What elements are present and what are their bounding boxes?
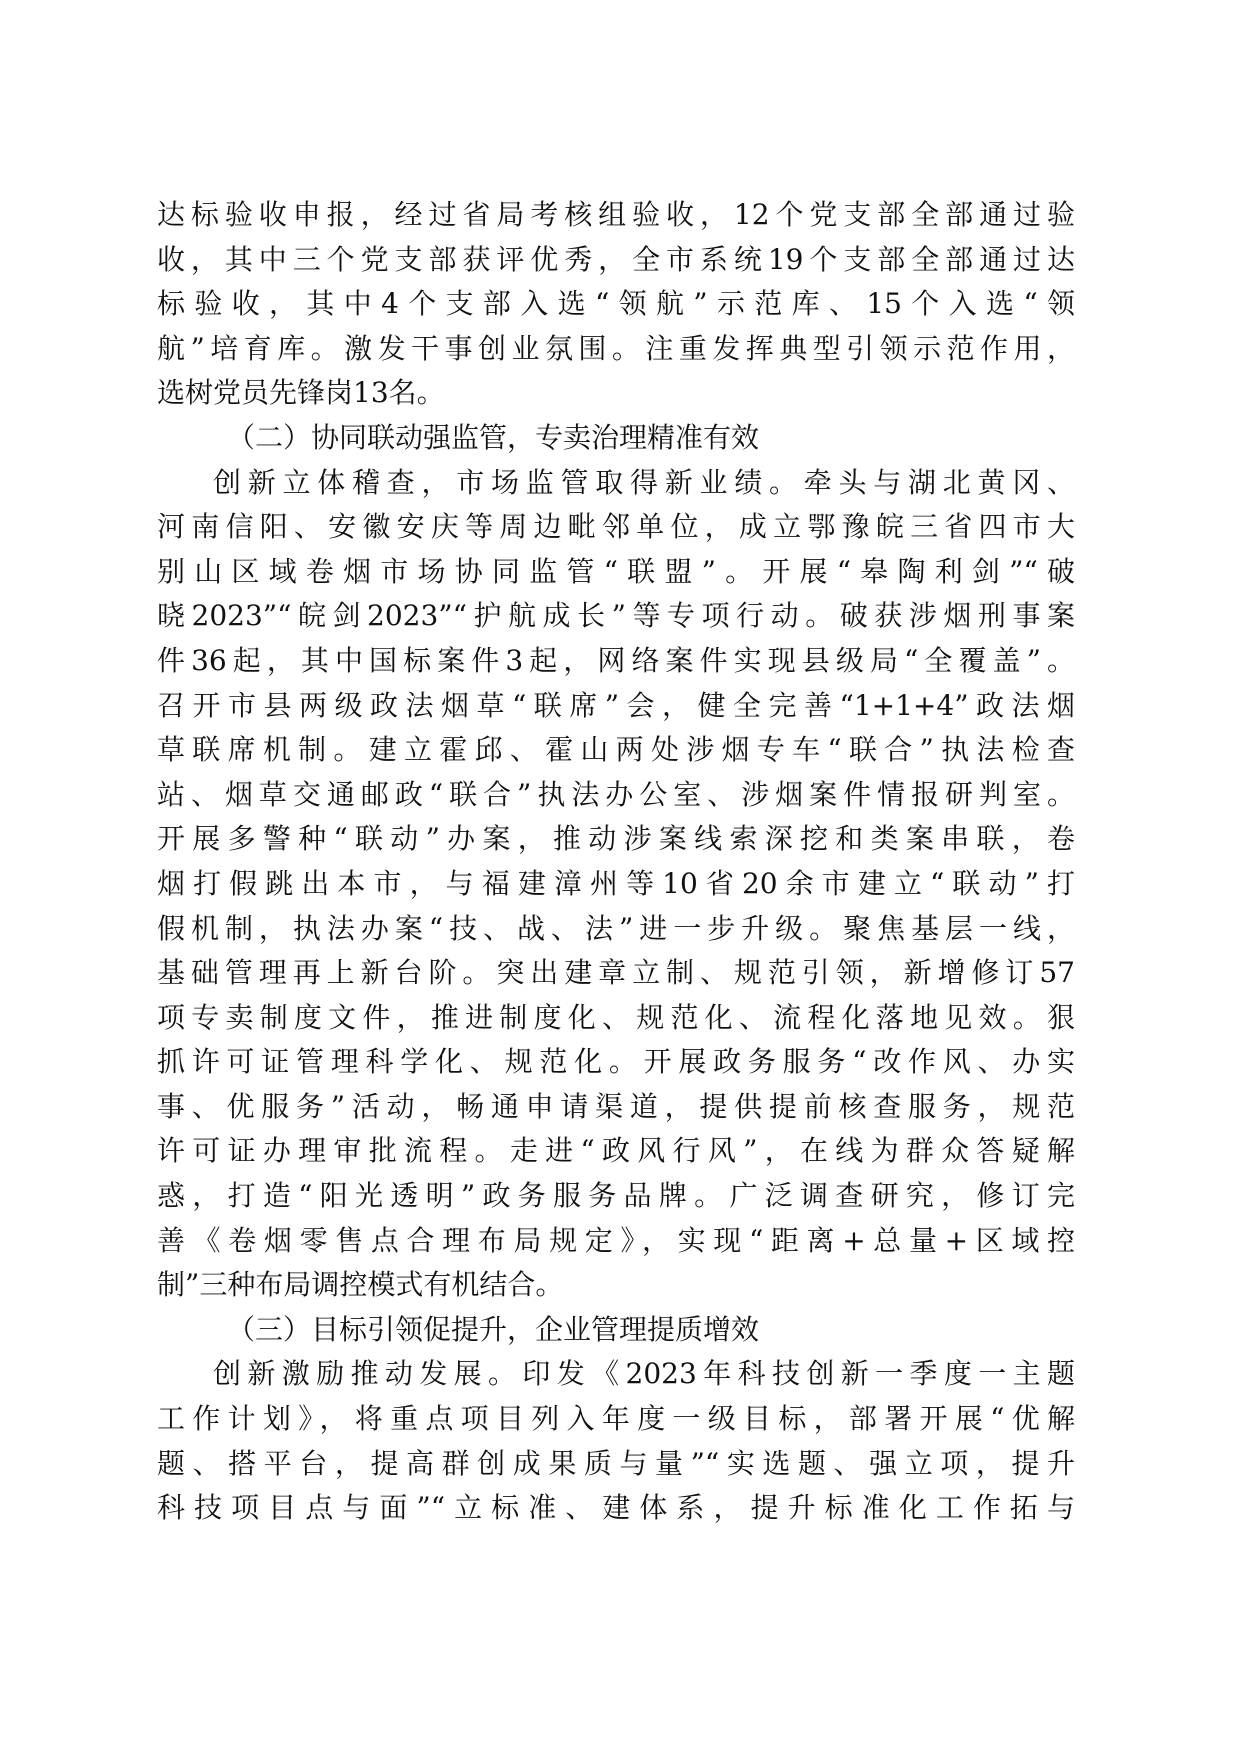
paragraph-continuation xyxy=(157,193,1075,416)
text-line: 项专卖制度文件，推进制度化、规范化、流程化落地见效。狠 xyxy=(157,1000,1075,1034)
text-line: 惑，打造“阳光透明”政务服务品牌。广泛调查研究，修订完 xyxy=(157,1179,1075,1213)
text-line: 标验收，其中4个支部入选“领航”示范库、15个入选“领 xyxy=(157,287,1075,321)
text-line: 别山区域卷烟市场协同监管“联盟”。开展“皋陶利剑”“破 xyxy=(157,554,1075,588)
text-line: 事、优服务”活动，畅通申请渠道，提供提前核查服务，规范 xyxy=(157,1089,1075,1123)
text-line: 晓2023”“皖剑2023”“护航成长”等专项行动。破获涉烟刑事案 xyxy=(157,599,1075,633)
document-body xyxy=(157,193,1075,1531)
text-line: 站、烟草交通邮政“联合”执法办公室、涉烟案件情报研判室。 xyxy=(157,777,1075,811)
text-line: 达标验收申报，经过省局考核组验收，12个党支部全部通过验 xyxy=(157,198,1075,231)
text-line: 召开市县两级政法烟草“联席”会，健全完善“1+1+4”政法烟 xyxy=(157,688,1075,722)
paragraph-market-supervision xyxy=(157,461,1075,1308)
text-line: 创新立体稽查，市场监管取得新业绩。牵头与湖北黄冈、 xyxy=(213,465,1075,499)
text-line: 烟打假跳出本市，与福建漳州等10省20余市建立“联动”打 xyxy=(157,866,1075,900)
text-line: 制”三种布局调控模式有机结合。 xyxy=(157,1268,564,1302)
text-line: 件36起，其中国标案件3起，网络案件实现县级局“全覆盖”。 xyxy=(157,643,1075,677)
section-heading-2 xyxy=(157,416,1075,461)
text-line: 许可证办理审批流程。走进“政风行风”，在线为群众答疑解 xyxy=(157,1134,1075,1168)
text-line: 假机制，执法办案“技、战、法”进一步升级。聚焦基层一线， xyxy=(157,911,1075,945)
text-line: 善《卷烟零售点合理布局规定》，实现“距离+总量+区域控 xyxy=(157,1223,1075,1257)
text-line: 收，其中三个党支部获评优秀，全市系统19个支部全部通过达 xyxy=(157,242,1075,276)
heading-text: （三）目标引领促提升，企业管理提质增效 xyxy=(227,1312,760,1346)
text-line: 选树党员先锋岗13名。 xyxy=(157,376,445,410)
text-line: 创新激励推动发展。印发《2023年科技创新一季度一主题 xyxy=(213,1357,1075,1391)
text-line: 基础管理再上新台阶。突出建章立制、规范引领，新增修订57 xyxy=(157,956,1075,990)
text-line: 题、搭平台，提高群创成果质与量”“实选题、强立项，提升 xyxy=(157,1446,1075,1480)
text-line: 抓许可证管理科学化、规范化。开展政务服务“改作风、办实 xyxy=(157,1045,1075,1079)
text-line: 航”培育库。激发干事创业氛围。注重发挥典型引领示范作用， xyxy=(157,331,1075,365)
paragraph-innovation-incentive xyxy=(157,1352,1075,1530)
text-line: 工作计划》，将重点项目列入年度一级目标，部署开展“优解 xyxy=(157,1402,1075,1436)
section-heading-3 xyxy=(157,1308,1075,1353)
text-line: 河南信阳、安徽安庆等周边毗邻单位，成立鄂豫皖三省四市大 xyxy=(157,510,1075,544)
text-line: 开展多警种“联动”办案，推动涉案线索深挖和类案串联，卷 xyxy=(157,822,1075,856)
text-line: 草联席机制。建立霍邱、霍山两处涉烟专车“联合”执法检查 xyxy=(157,733,1075,767)
text-line: 科技项目点与面”“立标准、建体系，提升标准化工作拓与 xyxy=(157,1491,1075,1525)
heading-text: （二）协同联动强监管，专卖治理精准有效 xyxy=(227,420,760,454)
